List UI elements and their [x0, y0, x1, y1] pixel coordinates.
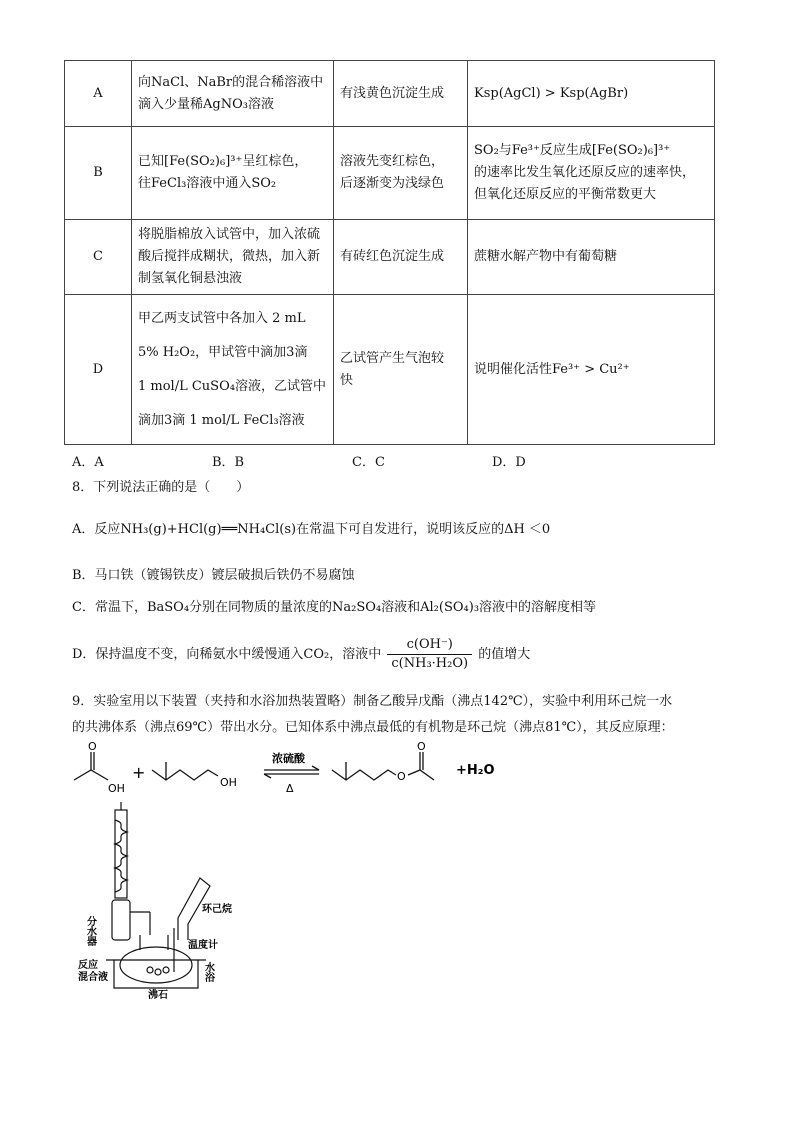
conclusion-cell: 说明催化活性Fe³⁺ > Cu²⁺ [468, 295, 715, 445]
phenomenon-cell: 有浅黄色沉淀生成 [334, 61, 468, 127]
row-label: D [65, 295, 132, 445]
apparatus-diagram [78, 800, 258, 1000]
operation-cell: 已知[Fe(SO₂)₆]³⁺呈红棕色， 往FeCl₃溶液中通入SO₂ [132, 127, 334, 220]
phenomenon-cell: 乙试管产生气泡较 快 [334, 295, 468, 445]
q9-text-line1: 9．实验室用以下装置（夹持和水浴加热装置略）制备乙酸异戊酯（沸点142℃），实验中利用环己烷一水 [72, 694, 673, 709]
table-row [65, 127, 715, 220]
phenomenon-cell: 有砖红色沉淀生成 [334, 220, 468, 295]
flask [120, 947, 192, 983]
isoamyl-alcohol-skeleton [152, 770, 218, 780]
row-label: A [65, 61, 132, 127]
q8-option-c[interactable]: C．常温下，BaSO₄分别在同物质的量浓度的Na₂SO₄溶液和Al₂(SO₄)₃溶液中的溶解度相等 [72, 600, 597, 615]
option-b[interactable]: B．B [212, 455, 245, 470]
operation-cell: 向NaCl、NaBr的混合稀溶液中 滴入少量稀AgNO₃溶液 [132, 61, 334, 127]
q8-option-d[interactable]: D．保持温度不变，向稀氨水中缓慢通入CO₂，溶液中 $\frac{c(OH^-)}{\text{c(NH₃·H₂O)}}$ 的值增大 [72, 637, 531, 671]
row-label: C [65, 220, 132, 295]
water-label: +H₂O [456, 763, 495, 778]
separator-label: 分水器 [84, 916, 96, 946]
stone-label: 沸石 [148, 990, 168, 1000]
oxygen-label: O [417, 740, 426, 753]
mixture-label-1: 反应 [78, 960, 98, 971]
oh-label-2: OH [220, 776, 237, 789]
conclusion-cell: Ksp(AgCl) > Ksp(AgBr) [468, 61, 715, 127]
operation-cell: 甲乙两支试管中各加入 2 mL 5% H₂O₂，甲试管中滴加3滴 1 mol/L CuSO₄溶液，乙试管中 滴加3滴 1 mol/L FeCl₃溶液 [132, 295, 334, 445]
row-label: B [65, 127, 132, 220]
q8-option-b[interactable]: B．马口铁（镀锡铁皮）镀层破损后铁仍不易腐蚀 [72, 568, 355, 583]
table-row [65, 295, 715, 445]
heat-label: Δ [286, 782, 294, 795]
acetic-acid-skeleton [74, 770, 108, 780]
option-d[interactable]: D．D [492, 455, 526, 470]
option-a[interactable]: A．A [72, 455, 104, 470]
q9-text-line2: 的共沸体系（沸点69℃）带出水分。已知体系中沸点最低的有机物是环己烷（沸点81℃），其反应原理： [72, 720, 674, 735]
conclusion-cell: SO₂与Fe³⁺反应生成[Fe(SO₂)₆]³⁺ 的速率比发生氧化还原反应的速率快， 但氧化还原反应的平衡常数更大 [468, 127, 715, 220]
phenomenon-cell: 溶液先变红棕色， 后逐渐变为浅绿色 [334, 127, 468, 220]
water-bath-label: 水浴 [202, 962, 214, 982]
thermometer-label: 温度计 [188, 940, 218, 951]
table-row [65, 220, 715, 295]
ester-oxygen-label: O [397, 770, 406, 783]
conclusion-cell: 蔗糖水解产物中有葡萄糖 [468, 220, 715, 295]
plus-sign: + [132, 763, 146, 782]
option-c[interactable]: C．C [352, 455, 385, 470]
oxygen-label: O [88, 740, 97, 753]
water-separator [112, 900, 130, 940]
fraction: $\frac{c(OH^-)}{\text{c(NH₃·H₂O)}}$ [387, 636, 472, 673]
catalyst-label: 浓硫酸 [272, 752, 305, 765]
operation-cell: 将脱脂棉放入试管中，加入浓硫 酸后搅拌成糊状，微热，加入新 制氢氧化铜悬浊液 [132, 220, 334, 295]
reaction-scheme [64, 740, 514, 802]
oh-label-1: OH [108, 782, 125, 795]
mixture-label-2: 混合液 [78, 972, 108, 983]
q8-option-a[interactable]: A．反应NH₃(g)+HCl(g)══NH₄Cl(s)在常温下可自发进行，说明该反应的ΔH ＜0 [72, 522, 551, 537]
cyclohexane-label: 环己烷 [202, 904, 232, 915]
ester-skeleton [332, 770, 396, 780]
experiment-table [64, 60, 715, 445]
q8-stem: 8．下列说法正确的是（ ） [72, 480, 250, 495]
table-row [65, 61, 715, 127]
